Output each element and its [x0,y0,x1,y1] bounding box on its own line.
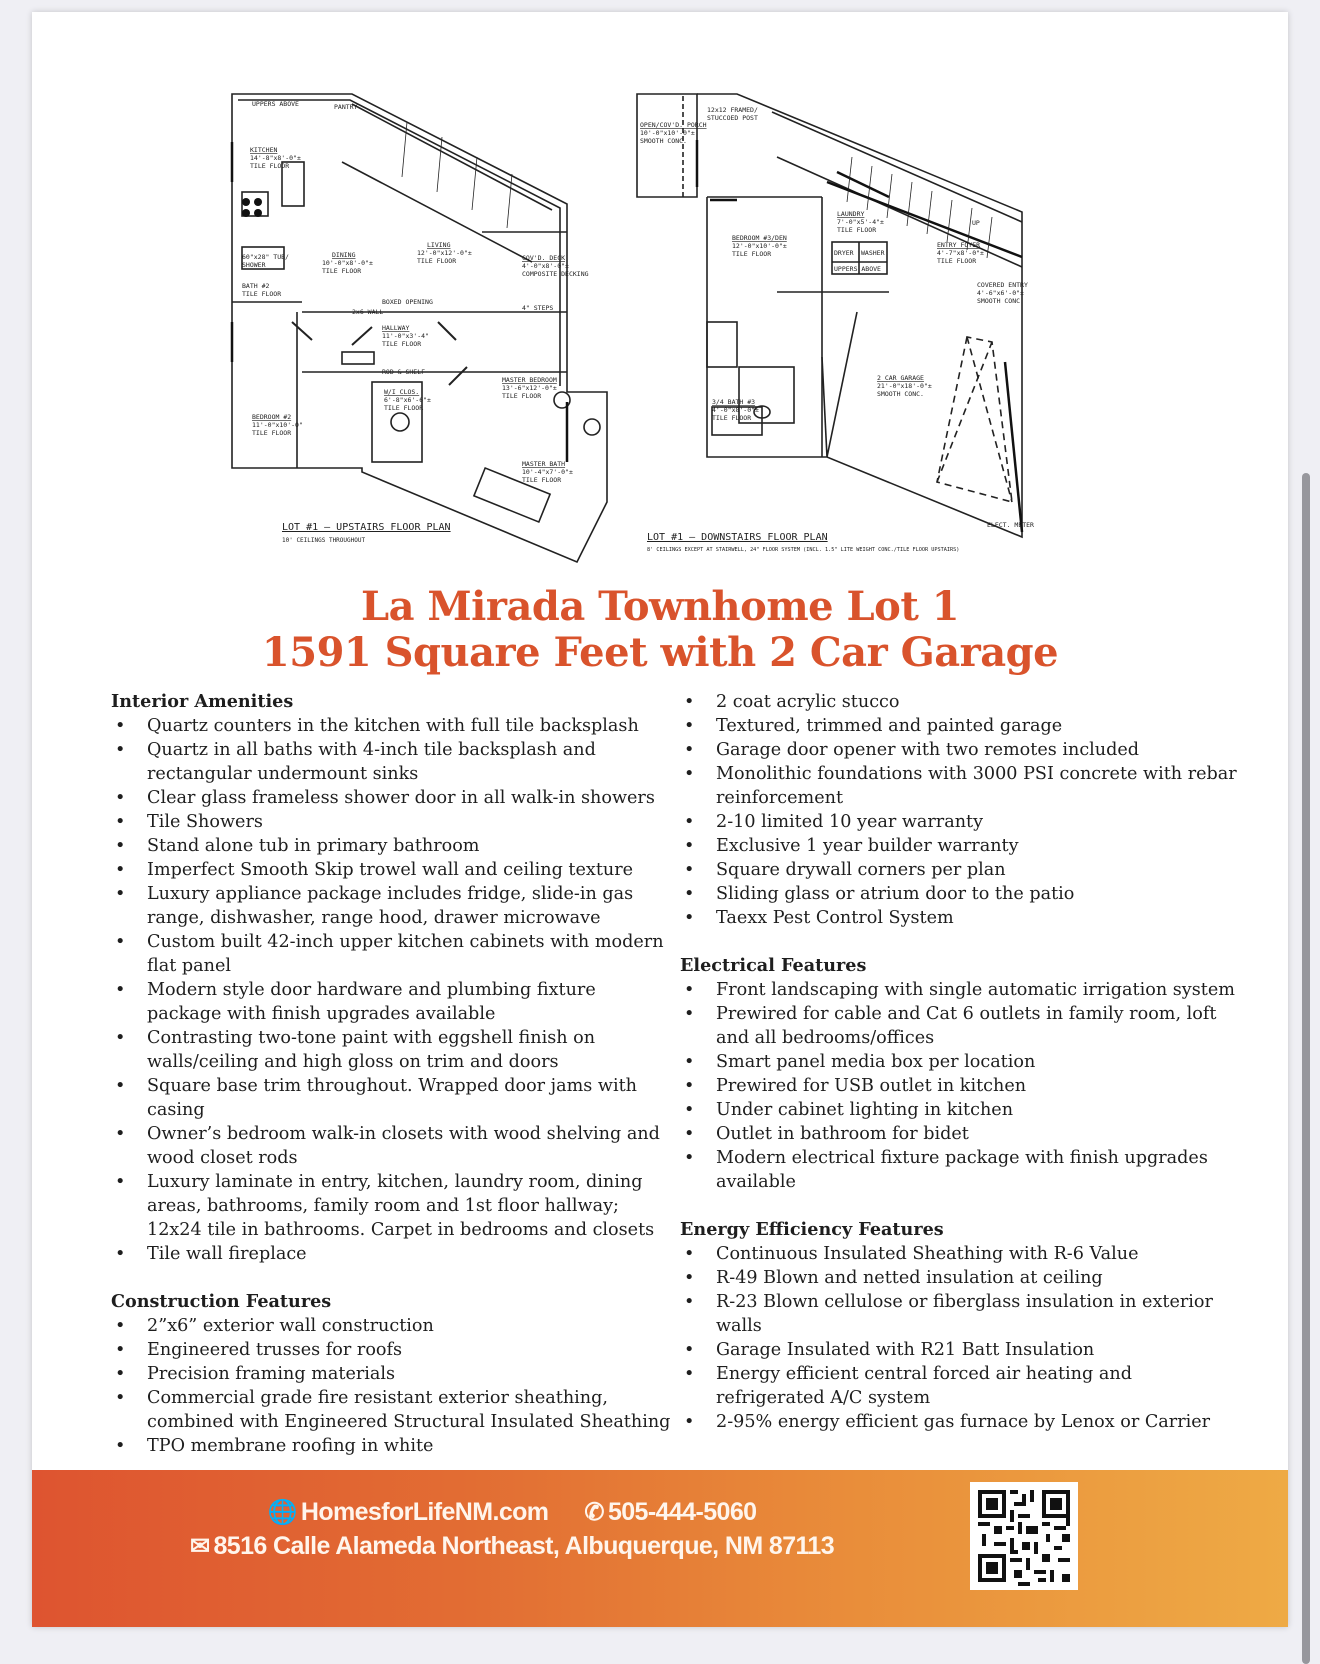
bullet-icon: • [115,1364,126,1384]
feature-list-item [111,738,671,786]
feature-text: 2”x6” exterior wall construction [147,1316,434,1336]
bullet-icon: • [684,812,695,832]
feature-list-item [680,834,1240,858]
feature-text: Garage door opener with two remotes included [716,740,1140,760]
svg-text:ROD & SHELF: ROD & SHELF [382,368,426,376]
svg-text:4'-0"x8'-0"±: 4'-0"x8'-0"± [712,406,759,414]
feature-list-item [111,1362,671,1386]
feature-text: Luxury appliance package includes fridge, slide-in gas range, dishwasher, range hood, drawer microwave [147,884,634,928]
contact-footer [32,1470,1288,1627]
feature-text: Exclusive 1 year builder warranty [716,836,1019,856]
bullet-icon: • [684,1100,695,1120]
bullet-icon: • [115,980,126,1000]
feature-list-item [680,978,1240,1002]
feature-text: Precision framing materials [147,1364,396,1384]
bullet-icon: • [115,1436,126,1456]
feature-text: TPO membrane roofing in white [147,1436,434,1456]
floor-plans [32,12,1288,592]
svg-text:TILE FLOOR: TILE FLOOR [732,250,772,258]
svg-text:SMOOTH CONC.: SMOOTH CONC. [877,390,924,398]
feature-text: Monolithic foundations with 3000 PSI concrete with rebar reinforcement [716,764,1237,808]
svg-text:21'-0"x18'-0"±: 21'-0"x18'-0"± [877,382,932,390]
svg-text:COV'D. DECK: COV'D. DECK [522,254,566,262]
footer-line-web-phone [32,1498,992,1527]
svg-text:TILE FLOOR: TILE FLOOR [417,257,457,265]
svg-text:60"x28" TUB/: 60"x28" TUB/ [242,253,289,261]
feature-text: Imperfect Smooth Skip trowel wall and ceiling texture [147,860,634,880]
svg-text:STUCCOED POST: STUCCOED POST [707,114,758,122]
svg-text:10'-4"x7'-0"±: 10'-4"x7'-0"± [522,468,573,476]
feature-text: Outlet in bathroom for bidet [716,1124,969,1144]
feature-list-item [680,1050,1240,1074]
svg-text:TILE FLOOR: TILE FLOOR [242,290,282,298]
feature-list-item [680,1242,1240,1266]
bullet-icon: • [684,1340,695,1360]
bullet-icon: • [684,1364,695,1384]
feature-text: Square drywall corners per plan [716,860,1006,880]
bullet-icon: • [684,692,695,712]
feature-list [680,978,1240,1194]
feature-text: Sliding glass or atrium door to the patio [716,884,1075,904]
upstairs-floor-plan [222,82,662,582]
feature-list-item [111,1314,671,1338]
svg-text:4'-6"x6'-0"±: 4'-6"x6'-0"± [977,289,1024,297]
bullet-icon: • [684,1244,695,1264]
upstairs-subcaption: 10' CEILINGS THROUGHOUT [282,537,366,544]
svg-text:UPPERS ABOVE: UPPERS ABOVE [834,265,881,273]
svg-text:DINING: DINING [332,251,356,259]
downstairs-subcaption: 8' CEILINGS EXCEPT AT STAIRWELL, 24" FLOOR SYSTEM (INCL. 1.5" LITE WEIGHT CONC./TILE FLOOR UPSTAIRS) [647,547,960,553]
svg-text:4'-7"x8'-0"±: 4'-7"x8'-0"± [937,249,984,257]
svg-text:PANTRY: PANTRY [334,103,358,111]
svg-text:BOXED OPENING: BOXED OPENING [382,298,433,306]
feature-text: R-49 Blown and netted insulation at ceiling [716,1268,1103,1288]
bullet-icon: • [115,1124,126,1144]
svg-text:LAUNDRY: LAUNDRY [837,210,865,218]
bullet-icon: • [684,1268,695,1288]
svg-text:12'-0"x12'-0"±: 12'-0"x12'-0"± [417,249,472,257]
feature-list-item [680,1362,1240,1410]
feature-list-item [111,858,671,882]
feature-list-item [111,786,671,810]
feature-text: Modern style door hardware and plumbing fixture package with finish upgrades available [147,980,596,1024]
bullet-icon: • [684,1004,695,1024]
svg-text:TILE FLOOR: TILE FLOOR [937,257,977,265]
bullet-icon: • [684,860,695,880]
feature-text: R-23 Blown cellulose or fiberglass insulation in exterior walls [716,1292,1213,1336]
bullet-icon: • [684,980,695,1000]
bullet-icon: • [115,1028,126,1048]
bullet-icon: • [684,716,695,736]
bullet-icon: • [684,1412,695,1432]
feature-section [111,1290,671,1458]
bullet-icon: • [115,1388,126,1408]
svg-text:BATH #2: BATH #2 [242,282,270,290]
section-heading: Construction Features [111,1291,332,1312]
section-heading: Energy Efficiency Features [680,1219,944,1240]
feature-text: Modern electrical fixture package with finish upgrades available [716,1148,1208,1192]
feature-text: Engineered trusses for roofs [147,1340,403,1360]
feature-list [680,1242,1240,1434]
svg-text:4" STEPS: 4" STEPS [522,304,554,312]
flyer-title [32,584,1288,676]
feature-text: Square base trim throughout. Wrapped door jams with casing [147,1076,637,1120]
svg-text:COVERED ENTRY: COVERED ENTRY [977,281,1028,289]
svg-text:LIVING: LIVING [427,241,451,249]
feature-text: Prewired for cable and Cat 6 outlets in family room, loft and all bedrooms/offices [716,1004,1217,1048]
feature-text: 2-95% energy efficient gas furnace by Lenox or Carrier [716,1412,1211,1432]
feature-list-item [680,906,1240,930]
feature-list-item [111,1074,671,1122]
svg-text:4'-0"x8'-0"±: 4'-0"x8'-0"± [522,262,569,270]
feature-list-item [680,1290,1240,1338]
svg-text:SMOOTH CONC.: SMOOTH CONC. [977,297,1024,305]
title-line-2: 1591 Square Feet with 2 Car Garage [261,629,1059,676]
address-text: 8516 Calle Alameda Northeast, Albuquerque, NM 87113 [213,1532,835,1560]
svg-text:SHOWER: SHOWER [242,261,266,269]
vertical-scrollbar[interactable] [1302,473,1310,1664]
feature-text: Luxury laminate in entry, kitchen, laundry room, dining areas, bathrooms, family room and 1st floor hallway; 12x24 tile in bathrooms. Carpet in bedrooms and closets [147,1172,655,1240]
feature-list-item [680,1146,1240,1194]
svg-text:DRYER: DRYER [834,249,854,257]
svg-text:TILE FLOOR: TILE FLOOR [502,392,542,400]
svg-text:KITCHEN: KITCHEN [250,146,278,154]
downstairs-floor-plan [627,82,1057,582]
svg-text:10'-0"x8'-0"±: 10'-0"x8'-0"± [322,259,373,267]
svg-text:2x6 WALL: 2x6 WALL [352,308,384,316]
feature-list-item [680,1266,1240,1290]
svg-text:ELECT. METER: ELECT. METER [987,521,1034,529]
feature-list-item [111,1386,671,1434]
feature-list-item [680,762,1240,810]
bullet-icon: • [115,788,126,808]
bullet-icon: • [684,764,695,784]
svg-text:6'-8"x6'-6"±: 6'-8"x6'-6"± [384,396,431,404]
bullet-icon: • [684,884,695,904]
bullet-icon: • [115,1340,126,1360]
phone-icon: ✆ [584,1499,604,1526]
bullet-icon: • [115,1172,126,1192]
feature-text: Clear glass frameless shower door in all walk-in showers [147,788,655,808]
feature-text: Commercial grade fire resistant exterior sheathing, combined with Engineered Structural Insulated Sheathing [147,1388,671,1432]
bullet-icon: • [115,812,126,832]
svg-text:MASTER BEDROOM: MASTER BEDROOM [502,376,557,384]
feature-text: 2-10 limited 10 year warranty [716,812,984,832]
bullet-icon: • [684,1124,695,1144]
svg-text:12x12 FRAMED/: 12x12 FRAMED/ [707,106,758,114]
feature-list-item [680,738,1240,762]
feature-list-item [680,1074,1240,1098]
feature-list-item [680,1098,1240,1122]
bullet-icon: • [115,836,126,856]
qr-code[interactable] [970,1482,1078,1590]
bullet-icon: • [115,932,126,952]
svg-text:TILE FLOOR: TILE FLOOR [384,404,424,412]
feature-text: Smart panel media box per location [716,1052,1036,1072]
bullet-icon: • [115,860,126,880]
feature-list-item [111,978,671,1026]
bullet-icon: • [684,1052,695,1072]
feature-list-item [111,882,671,930]
feature-list-item [111,1026,671,1074]
title-line-1: La Mirada Townhome Lot 1 [360,583,960,630]
feature-list-item [111,810,671,834]
svg-text:11'-0"x10'-0": 11'-0"x10'-0" [252,421,303,429]
feature-list-item [680,714,1240,738]
website-link[interactable]: HomesforLifeNM.com [300,1498,549,1526]
svg-text:14'-8"x8'-0"±: 14'-8"x8'-0"± [250,154,301,162]
svg-text:ENTRY FOYER: ENTRY FOYER [937,241,981,249]
phone-number[interactable]: 505-444-5060 [607,1498,757,1526]
feature-text: Quartz in all baths with 4-inch tile backsplash and rectangular undermount sinks [147,740,596,784]
svg-text:UP: UP [972,219,980,227]
feature-list-item [111,1122,671,1170]
svg-text:TILE FLOOR: TILE FLOOR [837,226,877,234]
feature-list-item [680,1410,1240,1434]
globe-icon: 🌐 [267,1499,297,1526]
svg-text:HALLWAY: HALLWAY [382,324,410,332]
bullet-icon: • [115,884,126,904]
section-heading: Electrical Features [680,955,867,976]
svg-text:W/I CLOS.: W/I CLOS. [384,388,420,396]
feature-list [111,714,671,1266]
feature-list-item [680,1002,1240,1050]
feature-text: Stand alone tub in primary bathroom [147,836,480,856]
bullet-icon: • [115,1076,126,1096]
right-feature-column [680,690,1240,1458]
feature-list-item [111,834,671,858]
svg-text:7'-0"x5'-4"±: 7'-0"x5'-4"± [837,218,884,226]
svg-text:TILE FLOOR: TILE FLOOR [712,414,752,422]
svg-text:OPEN/COV'D. PORCH: OPEN/COV'D. PORCH [640,121,707,129]
feature-text: 2 coat acrylic stucco [716,692,900,712]
bullet-icon: • [684,1148,695,1168]
feature-section [680,690,1240,930]
bullet-icon: • [684,836,695,856]
svg-text:12'-0"x10'-0"±: 12'-0"x10'-0"± [732,242,787,250]
feature-text: Taexx Pest Control System [716,908,954,928]
downstairs-caption: LOT #1 — DOWNSTAIRS FLOOR PLAN [647,532,828,543]
feature-text: Contrasting two-tone paint with eggshell finish on walls/ceiling and high gloss on trim and doors [147,1028,596,1072]
svg-text:2 CAR GARAGE: 2 CAR GARAGE [877,374,924,382]
feature-section [680,954,1240,1194]
upstairs-caption: LOT #1 — UPSTAIRS FLOOR PLAN [282,522,451,533]
feature-text: Energy efficient central forced air heating and refrigerated A/C system [716,1364,1132,1408]
feature-text: Under cabinet lighting in kitchen [716,1100,1014,1120]
feature-list-item [680,810,1240,834]
feature-section [111,690,671,1266]
svg-text:BEDROOM #3/DEN: BEDROOM #3/DEN [732,234,787,242]
feature-list-item [111,1242,671,1266]
svg-text:10'-0"x10'-0"±: 10'-0"x10'-0"± [640,129,695,137]
svg-text:3/4 BATH #3: 3/4 BATH #3 [712,398,756,406]
footer-line-address [32,1532,992,1561]
feature-text: Custom built 42-inch upper kitchen cabinets with modern flat panel [147,932,664,976]
feature-list-item [111,1434,671,1458]
feature-text: Prewired for USB outlet in kitchen [716,1076,1027,1096]
svg-text:TILE FLOOR: TILE FLOOR [522,476,562,484]
svg-text:11'-0"x3'-4": 11'-0"x3'-4" [382,332,429,340]
bullet-icon: • [684,740,695,760]
svg-text:TILE FLOOR: TILE FLOOR [250,162,290,170]
svg-text:MASTER BATH: MASTER BATH [522,460,566,468]
feature-text: Garage Insulated with R21 Batt Insulation [716,1340,1095,1360]
svg-text:13'-6"x12'-0"±: 13'-6"x12'-0"± [502,384,557,392]
feature-list [111,1314,671,1458]
feature-list-item [680,1122,1240,1146]
feature-text: Continuous Insulated Sheathing with R-6 Value [716,1244,1139,1264]
bullet-icon: • [684,1292,695,1312]
svg-text:TILE FLOOR: TILE FLOOR [382,340,422,348]
section-heading: Interior Amenities [111,691,294,712]
feature-text: Textured, trimmed and painted garage [716,716,1063,736]
svg-text:COMPOSITE DECKING: COMPOSITE DECKING [522,270,589,278]
qr-code-graphic [970,1482,1078,1590]
bullet-icon: • [115,716,126,736]
bullet-icon: • [115,1244,126,1264]
flyer-page [32,12,1288,1627]
feature-text: Front landscaping with single automatic irrigation system [716,980,1235,1000]
feature-text: Tile wall fireplace [147,1244,307,1264]
left-feature-column [111,690,671,1482]
feature-list-item [111,1170,671,1242]
feature-list-item [680,1338,1240,1362]
feature-list-item [111,930,671,978]
bullet-icon: • [115,1316,126,1336]
feature-text: Quartz counters in the kitchen with full tile backsplash [147,716,639,736]
feature-text: Owner’s bedroom walk-in closets with wood shelving and wood closet rods [147,1124,660,1168]
envelope-icon: ✉ [189,1533,210,1560]
svg-text:BEDROOM #2: BEDROOM #2 [252,413,292,421]
feature-text: Tile Showers [147,812,263,832]
svg-text:TILE FLOOR: TILE FLOOR [252,429,292,437]
feature-list-item [680,882,1240,906]
svg-text:UPPERS ABOVE: UPPERS ABOVE [252,100,299,108]
bullet-icon: • [684,908,695,928]
svg-text:WASHER: WASHER [861,249,885,257]
feature-section [680,1218,1240,1434]
bullet-icon: • [684,1076,695,1096]
feature-list [680,690,1240,930]
feature-list-item [680,690,1240,714]
bullet-icon: • [115,740,126,760]
svg-text:TILE FLOOR: TILE FLOOR [322,267,362,275]
feature-list-item [111,714,671,738]
feature-list-item [111,1338,671,1362]
svg-text:SMOOTH CONC.: SMOOTH CONC. [640,137,687,145]
feature-list-item [680,858,1240,882]
